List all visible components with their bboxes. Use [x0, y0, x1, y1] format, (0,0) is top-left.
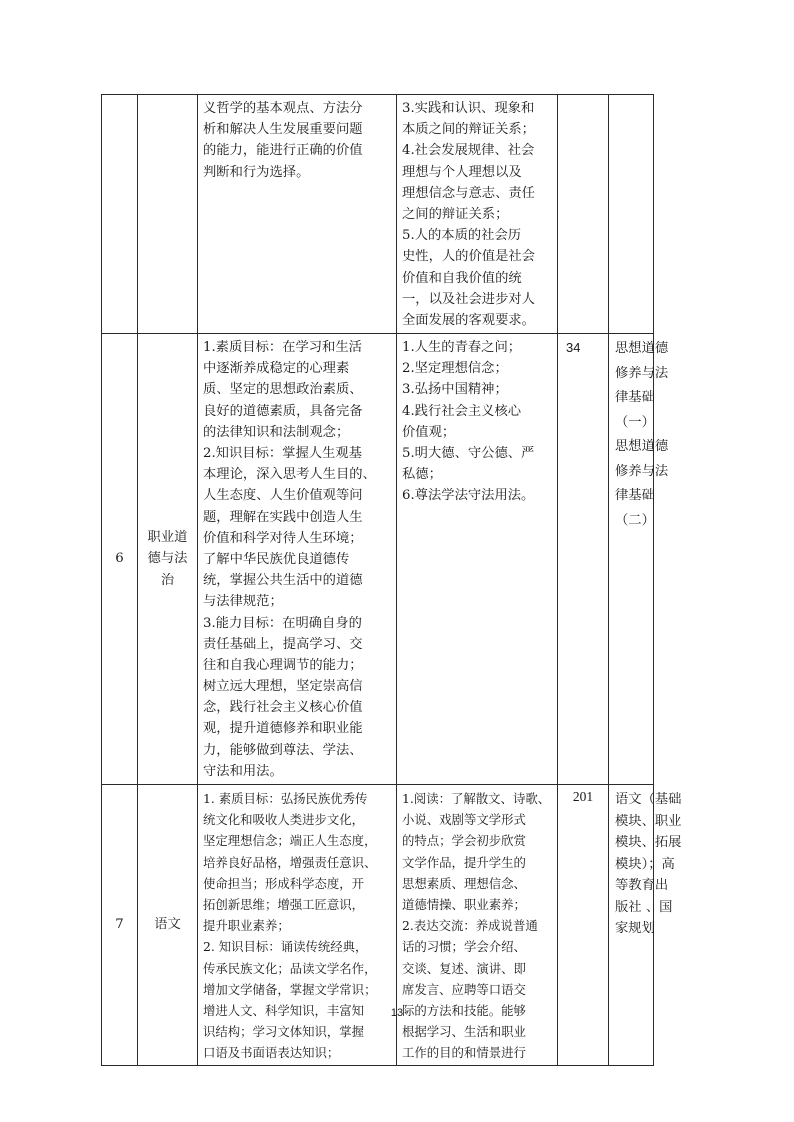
content-line: 价值观； — [402, 424, 456, 440]
goal-line: 价值和科学对待人生环境； — [203, 530, 363, 546]
content-cell — [397, 334, 558, 785]
goal-line: 培养良好品格，增强责任意识、 — [203, 854, 377, 870]
hours-value: 201 — [572, 789, 594, 804]
course-name-cell — [138, 95, 198, 334]
textbook-line: 思想道德 — [615, 439, 669, 455]
textbook-line: 版社 、国 — [615, 899, 673, 915]
row-number-cell: 6 — [102, 334, 138, 785]
course-name-cell — [138, 785, 198, 1066]
course-name-line: 职业道 — [147, 529, 188, 545]
textbook-cell — [609, 334, 669, 785]
goal-line: 统文化和吸收人类进步文化， — [203, 812, 365, 828]
goal-line: 念，践行社会主义核心价值 — [203, 700, 363, 716]
textbook-cell — [609, 95, 654, 334]
goal-line: 责任基础上，提高学习、交 — [203, 636, 363, 652]
goal-line: 义哲学的基本观点、方法分 — [203, 101, 363, 116]
content-line: 席发言、应聘等口语交 — [402, 981, 526, 997]
textbook-line: 律基础 — [615, 390, 655, 406]
goal-line: 树立远大理想，坚定崇高信 — [203, 679, 363, 695]
goal-line: 1. 素质目标：弘扬民族优秀传 — [203, 791, 368, 806]
textbook-line: 家规划 — [615, 921, 655, 936]
goal-line: 的能力，能进行正确的价值 — [203, 143, 363, 159]
textbook-line: 模块）；高 — [615, 856, 675, 872]
textbook-line: 律基础 — [615, 488, 655, 504]
textbook-line: 语文（基础 — [615, 792, 682, 807]
content-line: 私德； — [402, 467, 442, 483]
goal-line: 统，掌握公共生活中的道德 — [203, 573, 363, 589]
hours-cell — [558, 334, 609, 785]
goal-line: 2. 知识目标：诵读传统经典， — [203, 939, 368, 955]
goal-line: 传承民族文化；品读文学名作， — [203, 960, 377, 976]
hours-cell — [558, 95, 609, 334]
goal-line: 的法律知识和法制观念； — [203, 424, 350, 440]
content-line: 3.弘扬中国精神； — [402, 382, 508, 398]
hours-value: 34 — [566, 340, 581, 356]
goal-line: 力，能够做到尊法、学法、 — [203, 742, 363, 758]
table-row — [102, 785, 654, 1066]
goal-line: 识结构；学习文体知识，掌握 — [203, 1024, 365, 1040]
content-line: 全面发展的客观要求。 — [402, 312, 535, 328]
content-line: 思想素质、理想信念、 — [402, 875, 526, 891]
course-name-cell — [138, 334, 198, 785]
table-row — [102, 334, 654, 785]
goal-line: 拓创新思维；增强工匠意识， — [203, 896, 365, 912]
goal-line: 2.知识目标：掌握人生观基 — [203, 446, 362, 461]
goal-line: 人生态度、人生价值观等问 — [203, 488, 363, 504]
content-line: 2.坚定理想信念； — [402, 361, 508, 377]
content-line: 6.尊法学法守法用法。 — [402, 488, 535, 504]
goal-line: 判断和行为选择。 — [203, 164, 310, 180]
textbook-line: （二） — [615, 512, 655, 528]
textbook-cell — [609, 785, 682, 1066]
content-cell — [397, 95, 558, 334]
content-line: 道德情操、职业素养； — [402, 896, 526, 912]
course-name-line: 治 — [160, 572, 175, 588]
content-cell — [397, 785, 558, 1066]
textbook-line: 修养与法 — [615, 365, 669, 381]
content-line: 之间的辩证关系； — [402, 206, 509, 222]
goals-cell — [198, 785, 397, 1066]
goal-line: 3.能力目标：在明确自身的 — [203, 615, 362, 631]
goal-line: 提升职业素养； — [203, 918, 290, 934]
goals-cell — [198, 334, 397, 785]
textbook-line: 模块、职业 — [615, 813, 682, 829]
content-line: 一，以及社会进步对人 — [402, 291, 535, 307]
hours-cell — [558, 785, 609, 1066]
content-line: 5.人的本质的社会历 — [402, 228, 522, 244]
content-line: 工作的目的和情景进行 — [402, 1045, 526, 1061]
row-number-cell — [102, 95, 138, 334]
goal-line: 了解中华民族优良道德传 — [203, 551, 350, 567]
goal-line: 增加文学储备，掌握文学常识； — [203, 981, 377, 997]
content-line: 1.人生的青春之问； — [402, 340, 522, 356]
textbook-line: 思想道德 — [615, 341, 669, 357]
content-line: 价值和自我价值的统 — [402, 270, 522, 286]
goal-line: 观，提升道德修养和职业能 — [203, 721, 363, 737]
goal-line: 1.素质目标：在学习和生活 — [203, 340, 362, 356]
content-line: 5.明大德、守公德、严 — [402, 446, 535, 461]
content-line: 4.社会发展规律、社会 — [402, 143, 535, 159]
content-line: 史性，人的价值是社会 — [402, 249, 535, 265]
content-line: 交谈、复述、演讲、即 — [402, 960, 526, 976]
content-line: 根据学习、生活和职业 — [402, 1024, 526, 1040]
content-line: 4.践行社会主义核心 — [402, 403, 522, 419]
textbook-line: （一） — [615, 414, 655, 430]
content-line: 理想信念与意志、责任 — [402, 185, 535, 201]
content-line: 际的方法和技能。能够 — [402, 1002, 526, 1018]
goal-line: 本理论，深入思考人生目的、 — [203, 467, 376, 483]
content-line: 话的习惯；学会介绍、 — [402, 939, 526, 955]
goal-line: 中逐渐养成稳定的心理素 — [203, 361, 350, 377]
content-line: 2.表达交流：养成说普通 — [402, 918, 538, 934]
content-line: 的特点；学会初步欣赏 — [402, 833, 526, 849]
content-line: 3.实践和认识、现象和 — [402, 101, 535, 116]
textbook-line: 修养与法 — [615, 463, 669, 479]
goal-line: 题，理解在实践中创造人生 — [203, 509, 363, 525]
goal-line: 使命担当；形成科学态度，开 — [203, 875, 365, 891]
goal-line: 析和解决人生发展重要问题 — [203, 122, 363, 138]
course-name-line: 语文 — [154, 917, 181, 933]
content-line: 文学作品，提升学生的 — [402, 854, 526, 870]
content-line: 本质之间的辩证关系； — [402, 122, 535, 138]
textbook-line: 模块、拓展 — [615, 835, 682, 850]
goal-line: 坚定理想信念；端正人生态度， — [203, 833, 377, 849]
goal-line: 守法和用法。 — [203, 763, 283, 779]
goal-line: 质、坚定的思想政治素质、 — [203, 382, 363, 398]
row-number-cell: 7 — [102, 785, 138, 1066]
goal-line: 口语及书面语表达知识； — [203, 1045, 340, 1061]
page-number: 13 — [390, 1007, 404, 1019]
goal-line: 良好的道德素质，具备完备 — [203, 403, 363, 419]
goal-line: 增进人文、科学知识，丰富知 — [203, 1002, 365, 1018]
goal-line: 往和自我心理调节的能力； — [203, 657, 363, 673]
curriculum-table — [101, 94, 682, 1066]
content-line: 理想与个人理想以及 — [402, 164, 522, 180]
content-line: 小说、戏剧等文学形式 — [402, 812, 526, 828]
goal-line: 与法律规范； — [203, 594, 283, 610]
textbook-line: 等教育出 — [615, 878, 669, 893]
goals-cell — [198, 95, 397, 334]
table-row — [102, 95, 654, 334]
content-line: 1.阅读：了解散文、诗歌、 — [402, 791, 551, 806]
course-name-line: 德与法 — [147, 551, 188, 567]
